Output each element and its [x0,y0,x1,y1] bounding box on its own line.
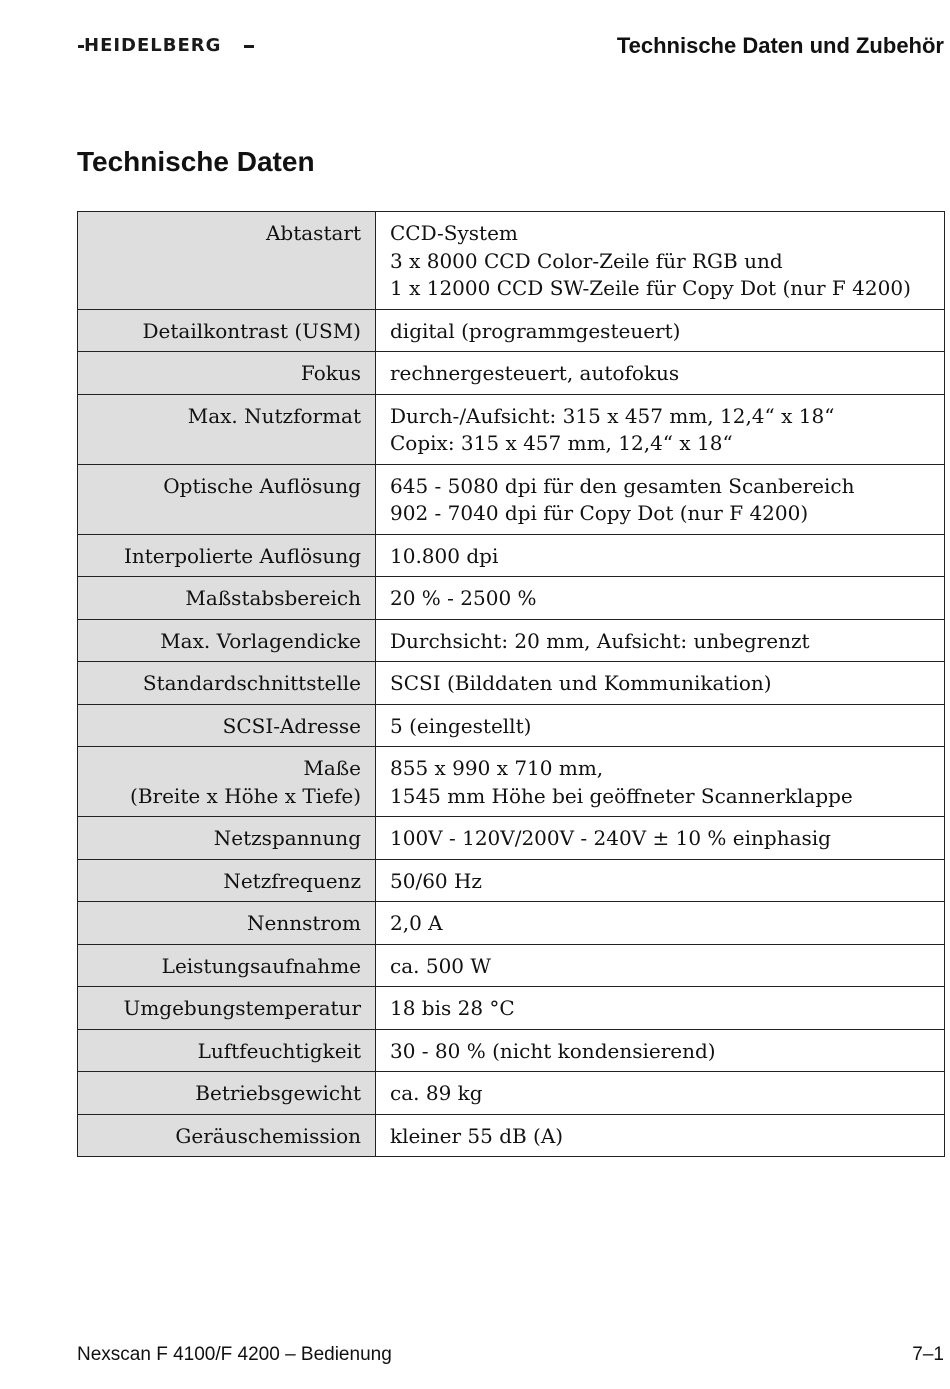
table-row [78,534,945,577]
spec-value-cell [376,817,945,860]
table-row [78,902,945,945]
spec-label-cell [78,859,376,902]
table-row [78,394,945,464]
spec-value: 1545 mm Höhe bei geöffneter Scannerklappe [390,783,853,808]
table-row [78,944,945,987]
spec-value: 902 - 7040 dpi für Copy Dot (nur F 4200) [390,501,809,525]
spec-value-cell [376,394,945,464]
table-row [78,662,945,705]
spec-label: Umgebungstemperatur [123,996,361,1020]
spec-label-cell [78,747,376,817]
spec-label: Leistungsaufnahme [161,953,361,978]
spec-label: Luftfeuchtigkeit [197,1038,361,1063]
spec-value-cell [376,1072,945,1115]
spec-label: Maßstabsbereich [185,586,361,610]
spec-value: 100V - 120V/200V - 240V ± 10 % einphasig [390,826,831,850]
technical-data-table [77,211,945,1157]
spec-label-cell [78,817,376,860]
spec-label: Netzfrequenz [223,868,361,893]
spec-label-cell [78,619,376,662]
spec-value-cell [376,944,945,987]
spec-label-cell [78,1029,376,1072]
footer-document-title: Nexscan F 4100/F 4200 – Bedienung [77,1344,392,1365]
table-row [78,464,945,534]
spec-value-cell [376,309,945,352]
spec-value: 20 % - 2500 % [390,586,537,610]
table-row [78,212,945,310]
table-row [78,817,945,860]
spec-label: Optische Auflösung [163,473,361,498]
spec-value: Durch-/Aufsicht: 315 x 457 mm, 12,4“ x 18“ [390,403,835,428]
spec-label-cell [78,309,376,352]
page-title: Technische Daten [77,146,315,177]
section-header-title: Technische Daten und Zubehör [616,33,944,58]
spec-value: ca. 89 kg [390,1081,483,1105]
spec-label: Nennstrom [247,911,361,935]
table-row [78,747,945,817]
spec-value: ca. 500 W [390,953,491,978]
spec-value: 10.800 dpi [390,543,499,568]
heidelberg-logo: HEIDELBERG [84,35,222,56]
spec-label: Interpolierte Auflösung [123,543,361,568]
table-row [78,987,945,1030]
spec-label-cell [78,464,376,534]
spec-value-cell [376,1029,945,1072]
spec-label-cell [78,662,376,705]
spec-value: 3 x 8000 CCD Color-Zeile für RGB und [390,248,783,273]
table-row [78,352,945,395]
spec-value: SCSI (Bilddaten und Kommunikation) [390,671,772,695]
technical-data-table-body [78,212,945,1157]
spec-value: digital (programmgesteuert) [390,318,681,343]
logo-right-bar [244,45,254,48]
spec-value: 1 x 12000 CCD SW-Zeile für Copy Dot (nur F 4200) [390,276,911,300]
spec-value-cell [376,212,945,310]
spec-label-cell [78,534,376,577]
spec-label: Betriebsgewicht [195,1081,361,1105]
spec-label-cell [78,1072,376,1115]
spec-label-cell [78,577,376,620]
spec-label: SCSI-Adresse [222,713,361,738]
spec-value-cell [376,747,945,817]
spec-value: 645 - 5080 dpi für den gesamten Scanbereich [390,473,855,498]
spec-label-cell [78,212,376,310]
spec-value-cell [376,859,945,902]
spec-value: 18 bis 28 °C [390,996,515,1020]
spec-value-cell [376,704,945,747]
footer-page-number: 7–1 [912,1344,944,1365]
spec-value: 2,0 A [390,911,443,935]
spec-value-cell [376,662,945,705]
spec-value: 5 (eingestellt) [390,713,532,738]
spec-value: Durchsicht: 20 mm, Aufsicht: unbegrenzt [390,628,810,653]
spec-value-cell [376,902,945,945]
spec-value-cell [376,464,945,534]
spec-label: Standardschnittstelle [142,671,361,695]
spec-label: Detailkontrast (USM) [142,318,361,343]
spec-label: Abtastart [265,221,361,245]
spec-value-cell [376,534,945,577]
table-row [78,619,945,662]
table-row [78,309,945,352]
spec-label: (Breite x Höhe x Tiefe) [130,783,361,808]
spec-label: Max. Nutzformat [187,403,361,428]
table-row [78,704,945,747]
spec-label-cell [78,352,376,395]
table-row [78,1114,945,1157]
spec-value-cell [376,1114,945,1157]
spec-value-cell [376,352,945,395]
spec-value-cell [376,619,945,662]
spec-value-cell [376,987,945,1030]
spec-label: Maße [303,756,361,780]
spec-label-cell [78,987,376,1030]
spec-value: 50/60 Hz [390,868,482,893]
spec-label: Netzspannung [213,826,361,850]
spec-label-cell [78,1114,376,1157]
spec-label: Max. Vorlagendicke [160,628,361,653]
spec-value: 30 - 80 % (nicht kondensierend) [390,1038,716,1063]
table-row [78,1029,945,1072]
table-row [78,859,945,902]
spec-value: kleiner 55 dB (A) [390,1123,564,1148]
spec-value: CCD-System [390,221,518,245]
spec-label-cell [78,902,376,945]
spec-label-cell [78,394,376,464]
spec-label-cell [78,944,376,987]
table-row [78,1072,945,1115]
spec-value-cell [376,577,945,620]
spec-value: rechnergesteuert, autofokus [390,361,680,385]
spec-value: 855 x 990 x 710 mm, [390,756,604,780]
spec-label: Geräuschemission [175,1123,361,1148]
table-row [78,577,945,620]
spec-label: Fokus [300,361,361,385]
spec-value: Copix: 315 x 457 mm, 12,4“ x 18“ [390,431,733,455]
spec-label-cell [78,704,376,747]
